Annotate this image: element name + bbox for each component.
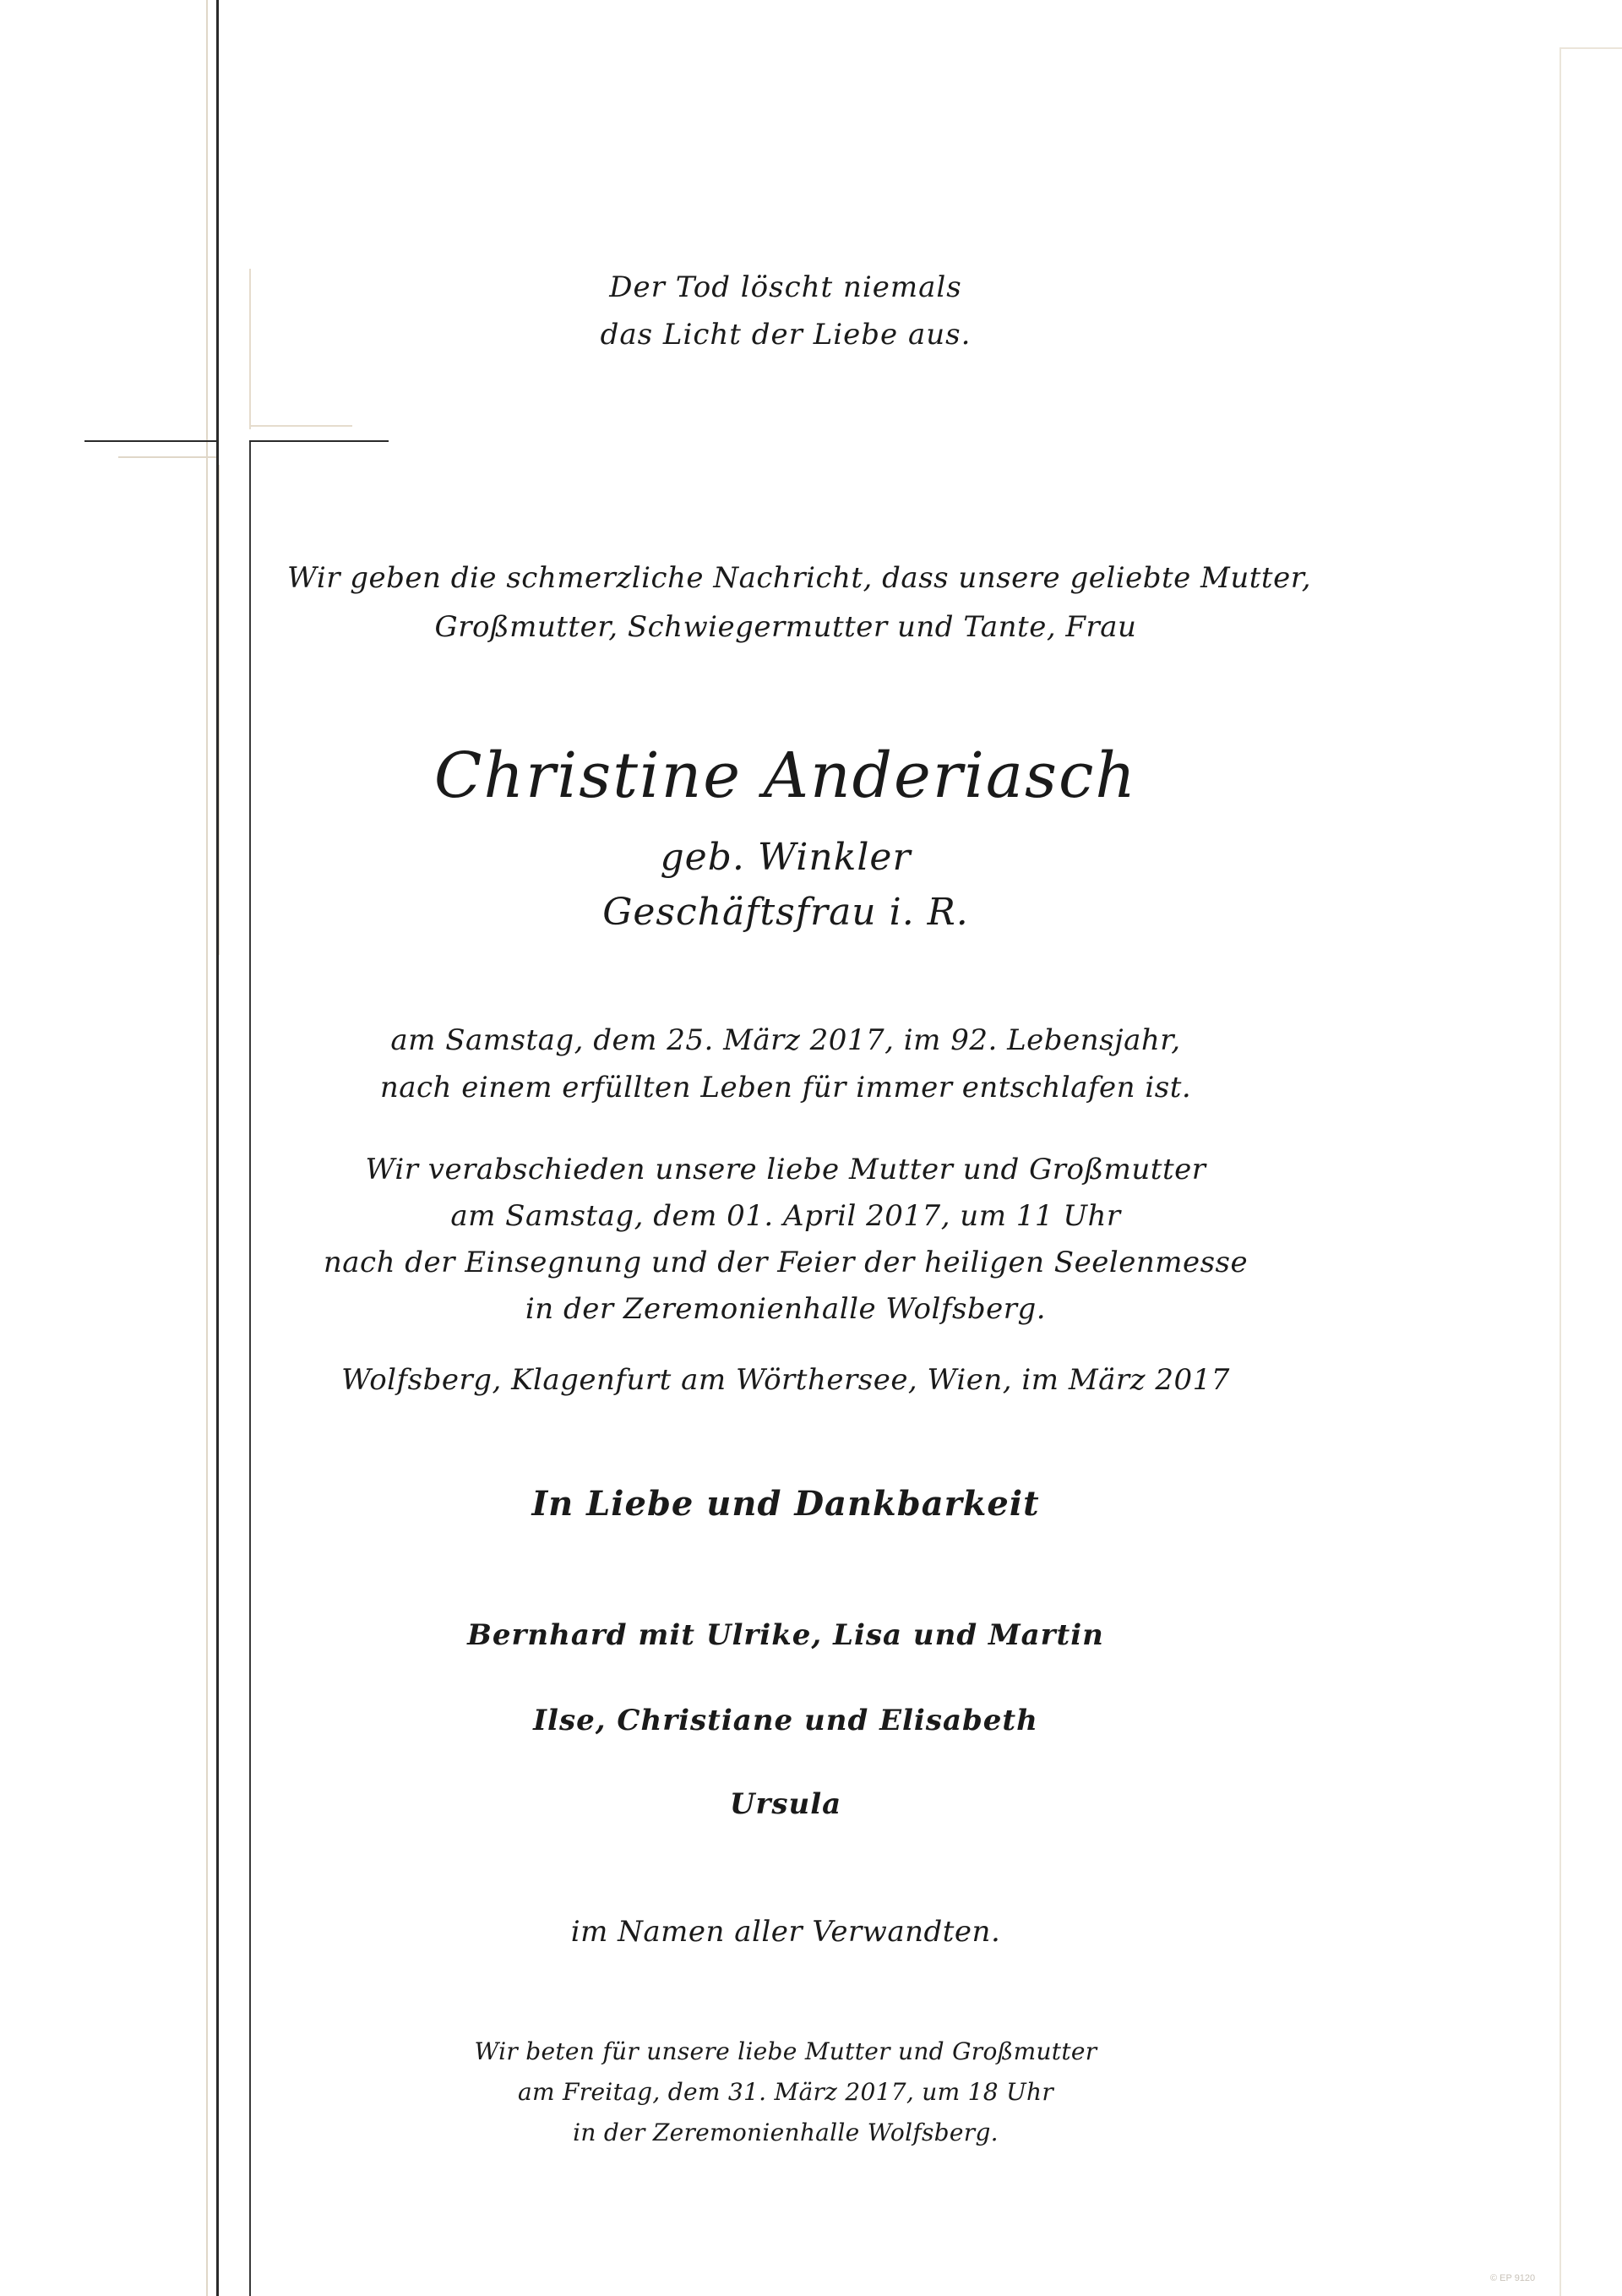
death-notice <box>287 1017 1284 1111</box>
farewell-line: nach der Einsegnung und der Feier der heiligen Seelenmesse <box>323 1246 1249 1279</box>
maiden-name: geb. Winkler <box>660 836 912 879</box>
death-notice-line: am Samstag, dem 25. März 2017, im 92. Lebensjahr, <box>390 1023 1181 1057</box>
prayer-line: Wir beten für unsere liebe Mutter und Großmutter <box>474 2037 1097 2065</box>
cross-shadow-line <box>206 0 208 2296</box>
profession: Geschäftsfrau i. R. <box>602 891 969 934</box>
farewell-line: am Samstag, dem 01. April 2017, um 11 Uhr <box>450 1199 1121 1233</box>
cross-shadow-line <box>118 456 218 458</box>
cross-horizontal-bar-left <box>84 440 218 442</box>
page-border-right <box>1559 47 1561 2296</box>
mourner-line: Bernhard mit Ulrike, Lisa und Martin <box>467 1618 1104 1652</box>
cross-shadow-line <box>249 269 251 429</box>
cross-shadow-line <box>251 425 352 427</box>
places-and-date: Wolfsberg, Klagenfurt am Wörthersee, Wien, im März 2017 <box>341 1363 1230 1397</box>
death-notice-line: nach einem erfüllten Leben für immer entschlafen ist. <box>379 1071 1192 1104</box>
print-code: © EP 9120 <box>1490 2273 1536 2283</box>
mourner-line: Ursula <box>729 1787 842 1821</box>
farewell-line: Wir verabschieden unsere liebe Mutter und Großmutter <box>365 1153 1206 1186</box>
cross-vertical-bar-inner <box>249 440 251 2296</box>
motto-line: Der Tod löscht niemals <box>609 270 962 304</box>
relatives-note: im Namen aller Verwandten. <box>570 1915 1001 1949</box>
prayer-notice <box>287 2031 1284 2153</box>
mourner-line: Ilse, Christiane und Elisabeth <box>533 1704 1038 1737</box>
farewell-line: in der Zeremonienhalle Wolfsberg. <box>525 1292 1047 1326</box>
cross-vertical-bar <box>216 0 219 2296</box>
cross-horizontal-bar-right <box>249 440 389 442</box>
closing-phrase: In Liebe und Dankbarkeit <box>531 1484 1040 1524</box>
announcement-intro <box>287 554 1312 652</box>
deceased-name: Christine Anderiasch <box>433 739 1138 812</box>
intro-line: Wir geben die schmerzliche Nachricht, dass unsere geliebte Mutter, <box>287 561 1312 595</box>
prayer-line: in der Zeremonienhalle Wolfsberg. <box>573 2119 999 2146</box>
intro-line: Großmutter, Schwiegermutter und Tante, Frau <box>434 610 1137 644</box>
motto-line: das Licht der Liebe aus. <box>600 318 972 352</box>
farewell-ceremony <box>287 1147 1284 1333</box>
motto-quote <box>287 264 1284 358</box>
prayer-line: am Freitag, dem 31. März 2017, um 18 Uhr <box>517 2078 1053 2106</box>
page-border-top <box>1559 47 1622 49</box>
